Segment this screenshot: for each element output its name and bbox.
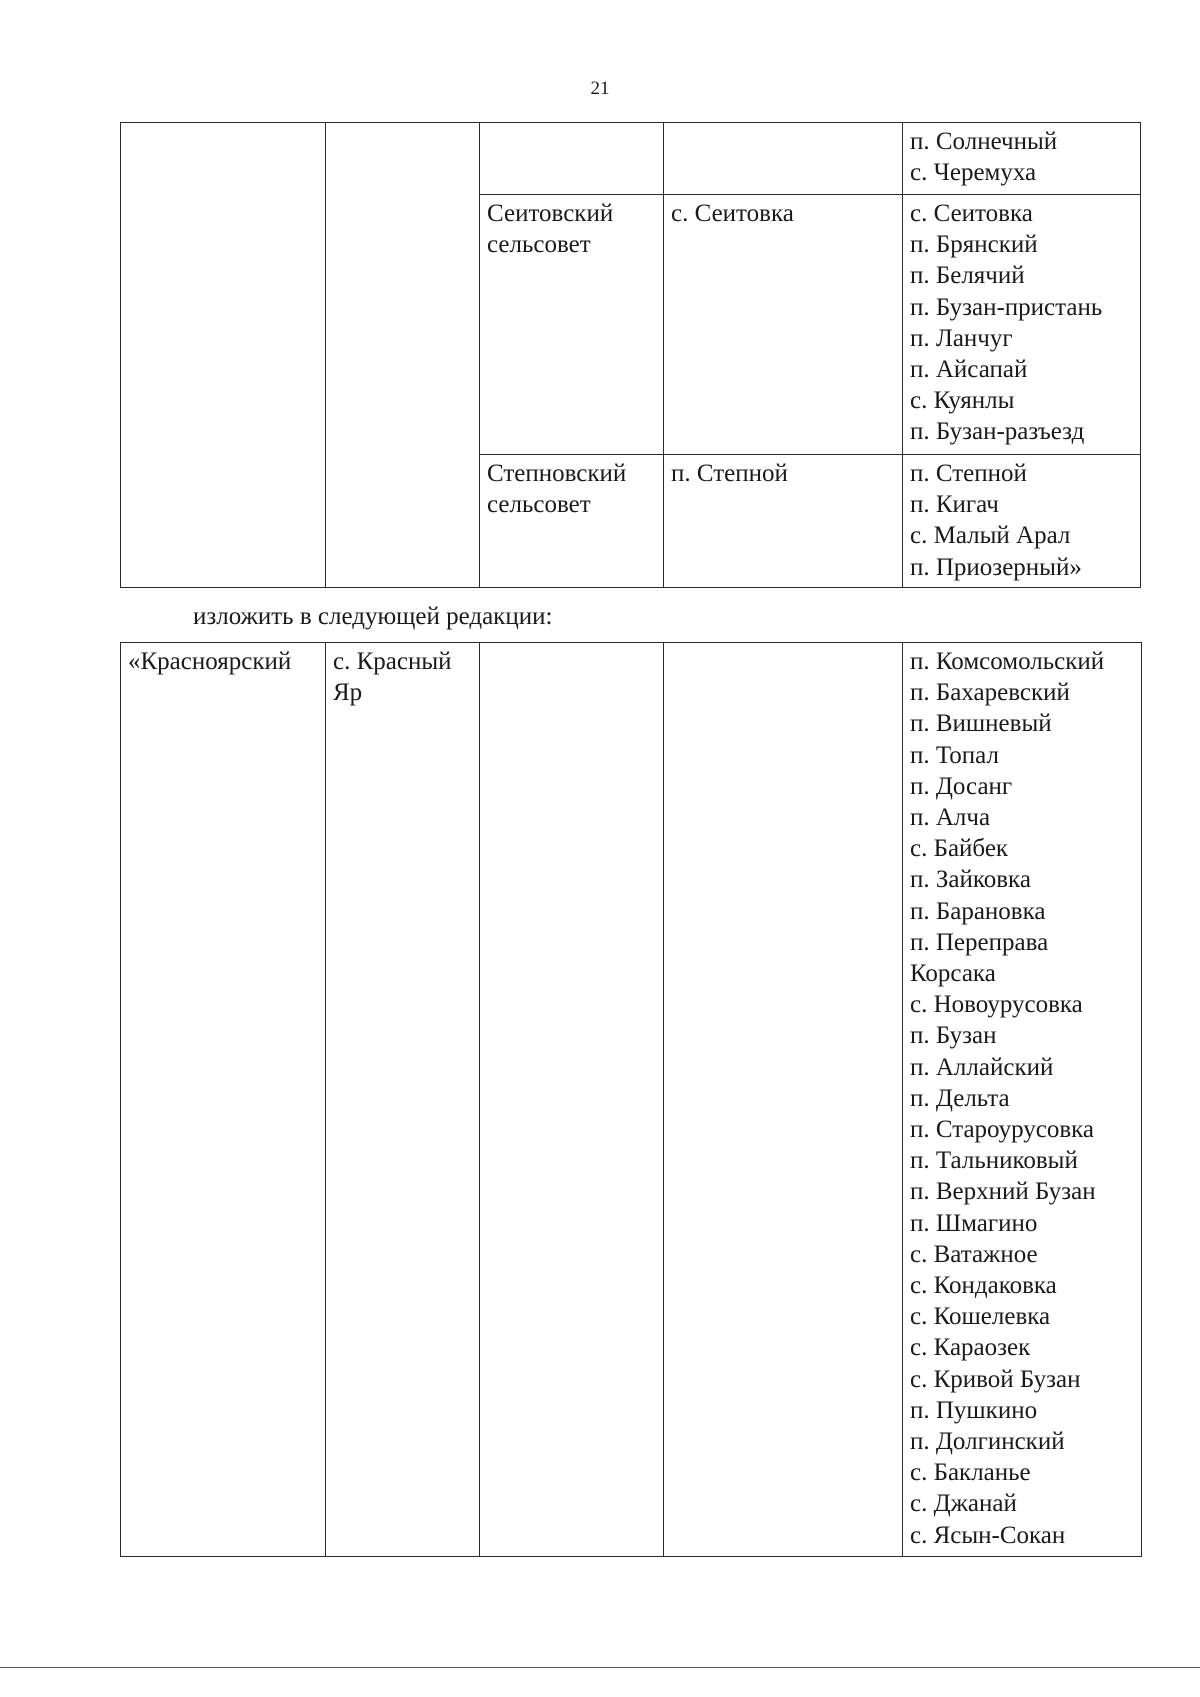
cell-line: п. Бузан — [910, 1022, 997, 1050]
admin-center-cell — [664, 123, 903, 195]
cell-line: п. Белячий — [910, 262, 1025, 290]
municipality-cell — [480, 195, 664, 455]
lead-text: изложить в следующей редакции: — [193, 603, 553, 630]
cell-line: п. Солнечный — [910, 128, 1058, 155]
cell-line: сельсовет — [487, 231, 591, 259]
district-cell — [121, 123, 326, 588]
admin-center-cell — [664, 455, 903, 588]
municipality-cell — [480, 123, 664, 195]
cell-line: п. Приозерный» — [910, 553, 1082, 581]
admin-center-cell — [664, 195, 903, 455]
cell-line: п. Степной — [910, 460, 1027, 487]
settlements-table-new — [120, 642, 1142, 1557]
cell-line: с. Кондаковка — [910, 1272, 1057, 1300]
cell-line: п. Переправа — [910, 928, 1049, 956]
cell-line: п. Топал — [910, 741, 999, 769]
cell-line: п. Досанг — [910, 772, 1013, 800]
table-row — [121, 643, 1142, 1557]
cell-line: п. Степной — [671, 460, 788, 487]
cell-line: с. Джанай — [910, 1490, 1017, 1518]
cell-line: с. Кошелевка — [910, 1303, 1051, 1331]
municipality-cell — [480, 455, 664, 588]
cell-line: Яр — [333, 679, 363, 707]
cell-line: п. Пушкино — [910, 1396, 1038, 1424]
cell-line: п. Вишневый — [910, 710, 1052, 738]
cell-line: п. Алча — [910, 804, 991, 832]
center-cell — [326, 123, 480, 588]
district-cell — [121, 643, 326, 1557]
cell-line: с. Караозек — [910, 1334, 1031, 1362]
cell-line: п. Аллайский — [910, 1053, 1054, 1081]
settlements-cell — [903, 123, 1141, 195]
cell-line: п. Верхний Бузан — [910, 1178, 1096, 1206]
cell-line: с. Куянлы — [910, 387, 1015, 415]
footer-rule — [0, 1667, 1200, 1668]
table-row — [121, 123, 1141, 195]
cell-line: Корсака — [910, 960, 996, 988]
municipality-cell — [480, 643, 664, 1557]
cell-line: п. Зайковка — [910, 866, 1031, 894]
cell-line: п. Бузан-пристань — [910, 293, 1103, 321]
cell-line: п. Бузан-разъезд — [910, 418, 1085, 446]
cell-line: Степновский — [487, 460, 627, 487]
cell-line: п. Брянский — [910, 231, 1038, 259]
cell-line: с. Ясын-Сокан — [910, 1521, 1066, 1549]
cell-line: п. Дельта — [910, 1084, 1010, 1112]
cell-line: п. Ланчуг — [910, 324, 1013, 352]
settlements-cell — [903, 195, 1141, 455]
cell-line: п. Долгинский — [910, 1428, 1065, 1456]
cell-line: с. Черемуха — [910, 159, 1037, 187]
cell-line: с. Новоурусовка — [910, 991, 1083, 1019]
cell-line: п. Тальниковый — [910, 1147, 1078, 1175]
cell-line: п. Комсомольский — [910, 648, 1105, 675]
admin-center-cell — [664, 643, 903, 1557]
cell-line: с. Бакланье — [910, 1459, 1031, 1487]
cell-line: п. Шмагино — [910, 1209, 1038, 1237]
cell-line: с. Сеитовка — [671, 200, 794, 227]
cell-line: п. Бахаревский — [910, 679, 1070, 707]
cell-line: п. Барановка — [910, 897, 1046, 925]
cell-line: с. Байбек — [910, 835, 1009, 863]
settlements-cell — [903, 643, 1142, 1557]
cell-line: «Красноярский — [128, 648, 292, 675]
cell-line: п. Кигач — [910, 491, 999, 519]
cell-line: с. Малый Арал — [910, 522, 1071, 550]
cell-line: с. Сеитовка — [910, 200, 1033, 227]
cell-line: Сеитовский — [487, 200, 614, 227]
cell-line: с. Кривой Бузан — [910, 1365, 1081, 1393]
page-number: 21 — [590, 78, 610, 99]
center-cell — [326, 643, 480, 1557]
settlements-table-previous — [120, 122, 1141, 588]
settlements-cell — [903, 455, 1141, 588]
cell-line: сельсовет — [487, 491, 591, 519]
cell-line: с. Красный — [333, 648, 452, 675]
cell-line: п. Староурусовка — [910, 1116, 1095, 1144]
cell-line: п. Айсапай — [910, 356, 1028, 384]
cell-line: с. Ватажное — [910, 1240, 1038, 1268]
